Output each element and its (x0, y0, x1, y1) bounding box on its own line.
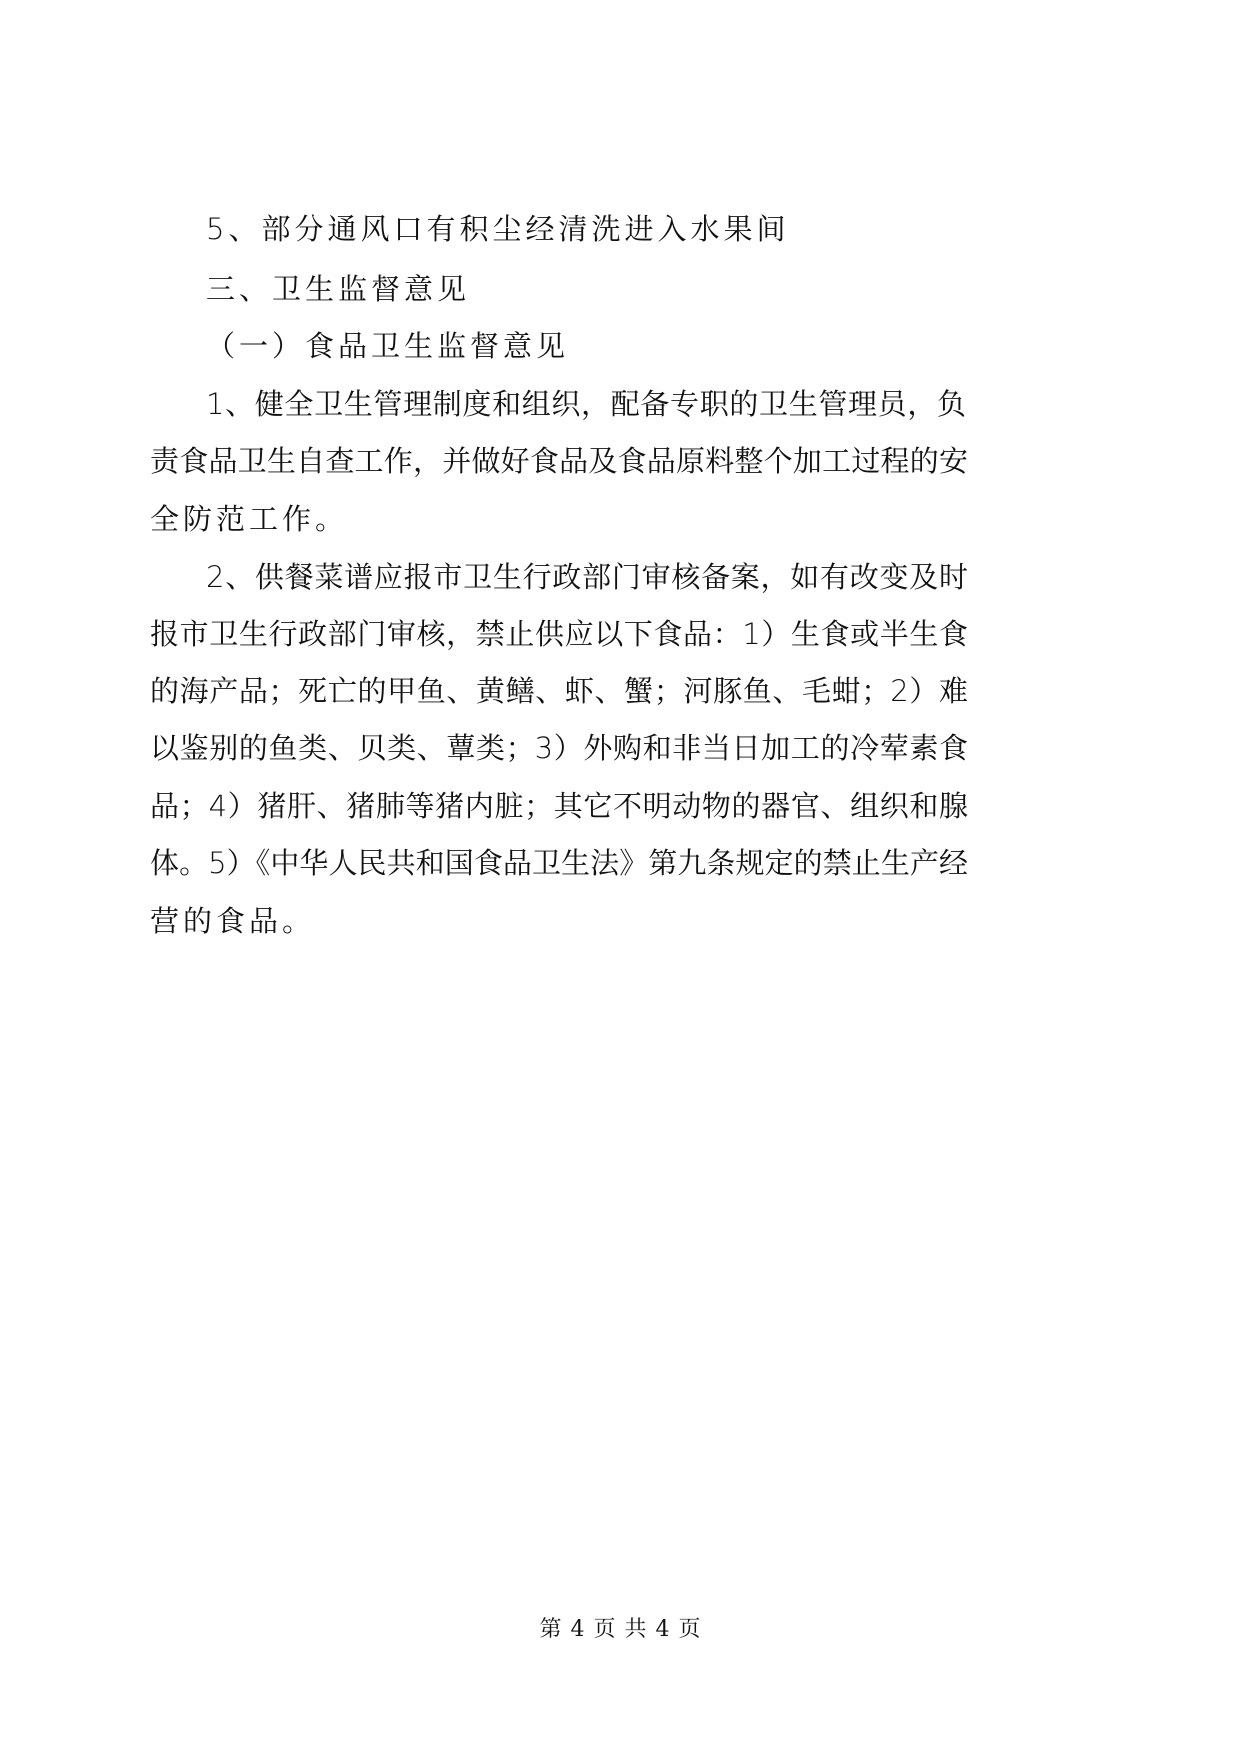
paragraph-1-line-2: 责食品卫生自查工作，并做好食品及食品原料整个加工过程的安 (150, 444, 968, 478)
paragraph-2-line-6: 体。5）《中华人民共和国食品卫生法》第九条规定的禁止生产经 (150, 846, 968, 880)
paragraph-1-line-1: 1、健全卫生管理制度和组织，配备专职的卫生管理员，负 (206, 387, 966, 421)
paragraph-2-line-5: 品；4）猪肝、猪肺等猪内脏；其它不明动物的器官、组织和腺 (150, 789, 968, 823)
item-5-text: 5、部分通风口有积尘经清洗进入水果间 (206, 212, 790, 246)
paragraph-2-line-4: 以鉴别的鱼类、贝类、蕈类；3）外购和非当日加工的冷荤素食 (150, 731, 968, 765)
paragraph-2-line-2: 报市卫生行政部门审核，禁止供应以下食品：1）生食或半生食 (150, 617, 968, 651)
paragraph-2-line-1: 2、供餐菜谱应报市卫生行政部门审核备案，如有改变及时 (206, 560, 968, 594)
page-number-footer: 第 4 页 共 4 页 (539, 1617, 702, 1642)
section-heading: 三、卫生监督意见 (206, 272, 471, 306)
paragraph-1-line-3: 全防范工作。 (150, 502, 349, 536)
paragraph-2-line-7: 营的食品。 (150, 904, 316, 938)
paragraph-2-line-3: 的海产品；死亡的甲鱼、黄鳝、虾、蟹；河豚鱼、毛蚶；2）难 (150, 674, 968, 708)
subsection-heading: （一）食品卫生监督意见 (206, 329, 570, 363)
